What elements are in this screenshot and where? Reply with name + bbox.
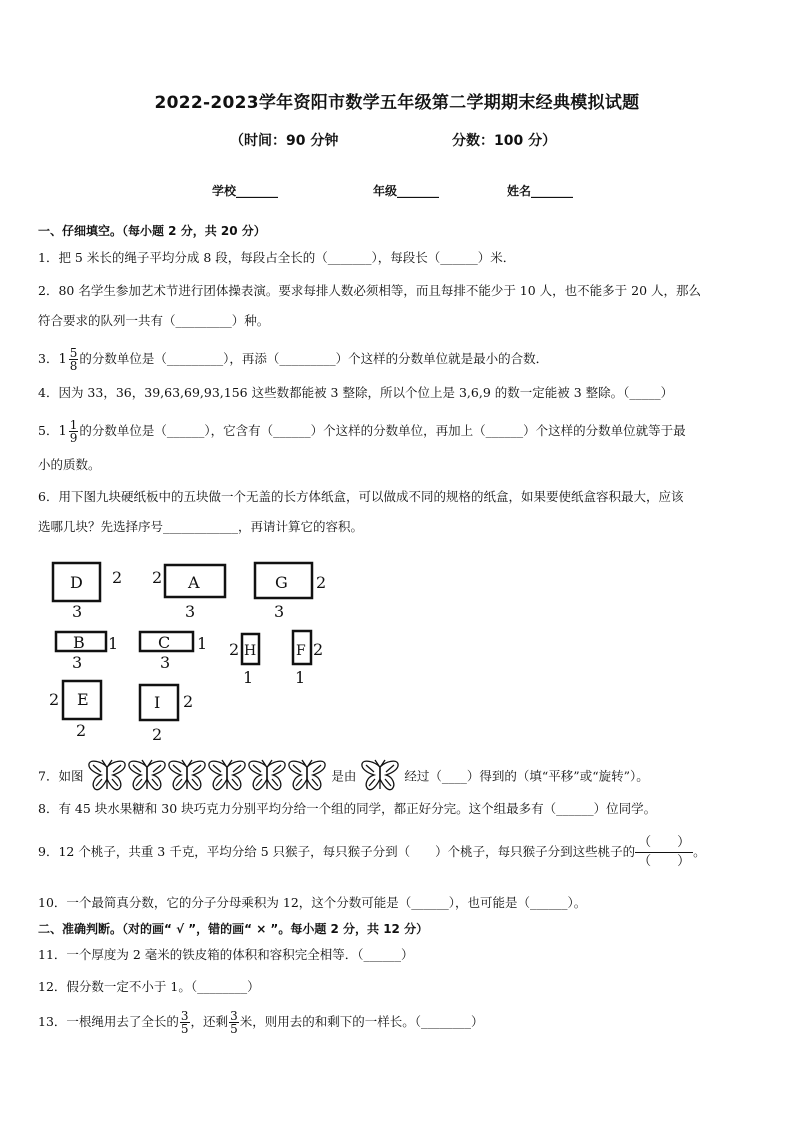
answer-fraction — [635, 834, 693, 871]
question-10: 10．一个最简真分数，它的分子分母乘积为 12，这个分数可能是（______），也可能是（______）。 — [38, 895, 587, 910]
q3-number: 3． — [38, 351, 59, 366]
denominator: 5 — [180, 1022, 189, 1036]
piece-g-height: 2 — [316, 573, 327, 592]
butterfly-original — [360, 759, 400, 795]
score-label: 分数：100 分） — [452, 133, 557, 149]
butterfly-icon — [127, 759, 167, 795]
section-2-heading: 二、准确判断。（对的画“ √ ”，错的画“ × ”。每小题 2 分，共 12 分） — [38, 922, 429, 936]
question-12: 12．假分数一定不小于 1。（________） — [38, 979, 260, 994]
q13-text: 13．一根绳用去了全长的 — [38, 1014, 179, 1029]
numerator: 1 — [69, 418, 78, 432]
piece-i-height: 2 — [183, 692, 194, 711]
denominator: 5 — [230, 1022, 238, 1036]
butterfly-icon — [167, 759, 207, 795]
piece-a-label: A — [188, 573, 200, 592]
numerator-blank: （ ） — [635, 834, 693, 853]
question-2-line1: 2．80 名学生参加艺术节进行团体操表演。要求每排人数必须相等，而且每排不能少于 10 人，也不能多于 20 人，那么 — [38, 283, 702, 298]
piece-c-height: 1 — [197, 634, 208, 653]
question-6-line2: 选哪几块？先选择序号____________，再请计算它的容积。 — [38, 519, 364, 534]
page-title: 2022-2023学年资阳市数学五年级第二学期期末经典模拟试题 — [154, 93, 640, 113]
butterfly-icon — [360, 759, 400, 795]
piece-e-width: 2 — [76, 721, 87, 740]
question-13 — [38, 1010, 483, 1035]
question-8: 8．有 45 块水果糖和 30 块巧克力分别平均分给一个组的同学，都正好分完。这个组最多有（______）位同学。 — [38, 801, 657, 816]
question-2-line2: 符合要求的队列一共有（_________）种。 — [38, 313, 270, 328]
question-5-line2: 小的质数。 — [38, 457, 101, 472]
piece-g-label: G — [275, 573, 288, 592]
mixed-fraction — [58, 419, 79, 444]
name-field: 姓名_______ — [507, 184, 574, 198]
q7-text-mid: 是由 — [331, 768, 357, 784]
time-label: （时间：90 分钟 — [230, 133, 339, 149]
whole-part: 1 — [58, 351, 67, 367]
piece-f-height: 2 — [313, 640, 324, 659]
question-5 — [38, 419, 686, 444]
section-1-heading: 一、仔细填空。（每小题 2 分，共 20 分） — [38, 224, 266, 238]
question-7 — [38, 759, 649, 795]
butterfly-icon — [87, 759, 127, 795]
question-11: 11．一个厚度为 2 毫米的铁皮箱的体积和容积完全相等．（______） — [38, 947, 414, 962]
butterfly-icon — [287, 759, 327, 795]
denominator: 8 — [69, 359, 78, 373]
piece-e-label: E — [77, 690, 89, 709]
numerator: 5 — [69, 346, 78, 360]
question-1: 1．把 5 米长的绳子平均分成 8 段，每段占全长的（_______），每段长（______）米． — [38, 250, 516, 265]
q5-number: 5． — [38, 423, 59, 438]
question-4: 4．因为 33，36，39,63,69,93,156 这些数都能被 3 整除，所以个位上是 3,6,9 的数一定能被 3 整除。（_____） — [38, 385, 674, 400]
piece-a-height: 2 — [152, 568, 163, 587]
butterfly-icon — [207, 759, 247, 795]
piece-h-label: H — [244, 643, 257, 659]
piece-a-width: 3 — [185, 602, 196, 621]
q9-text: 9．12 个桃子，共重 3 千克，平均分给 5 只猴子，每只猴子分到（ ）个桃子，每只猴子分到这些桃子的 — [38, 844, 636, 859]
piece-e-height: 2 — [49, 690, 60, 709]
q3-text: 的分数单位是（_________），再添（_________）个这样的分数单位就是最小的合数． — [79, 351, 549, 366]
q9-end: 。 — [693, 844, 706, 859]
fraction-used — [180, 1010, 190, 1035]
question-9 — [38, 834, 706, 871]
piece-b-label: B — [73, 633, 85, 652]
piece-c-width: 3 — [160, 653, 171, 672]
piece-f-width: 1 — [295, 668, 306, 687]
piece-b-width: 3 — [72, 653, 83, 672]
butterfly-sequence — [87, 759, 327, 795]
question-3 — [38, 347, 548, 372]
fraction-remaining — [229, 1010, 239, 1035]
q13-text-end: 米，则用去的和剩下的一样长。（________） — [239, 1014, 484, 1029]
school-field: 学校_______ — [212, 184, 279, 198]
denominator-blank: （ ） — [638, 854, 691, 869]
q7-number: 7．如图 — [38, 768, 84, 784]
piece-h-width: 1 — [243, 668, 254, 687]
piece-c-label: C — [158, 633, 171, 652]
q13-text-mid: ，还剩 — [190, 1014, 229, 1029]
q5-text: 的分数单位是（______），它含有（______）个这样的分数单位，再加上（______）个这样的分数单位就等于最 — [79, 423, 686, 438]
fraction — [69, 347, 79, 372]
question-6-line1: 6．用下图九块硬纸板中的五块做一个无盖的长方体纸盒，可以做成不同的规格的纸盒，如果要使纸盒容积最大，应该 — [38, 489, 684, 504]
numerator: 3 — [230, 1009, 238, 1023]
q7-text: 经过（____）得到的（填“平移”或“旋转”）。 — [404, 768, 649, 784]
piece-h-height: 2 — [229, 640, 240, 659]
cardboard-pieces-diagram — [40, 555, 340, 750]
piece-i-label: I — [154, 693, 161, 712]
piece-i-width: 2 — [152, 725, 163, 744]
piece-b-height: 1 — [108, 634, 119, 653]
piece-d-height: 2 — [112, 568, 123, 587]
piece-g-width: 3 — [274, 602, 285, 621]
grade-field: 年级_______ — [373, 184, 440, 198]
piece-d-width: 3 — [72, 602, 83, 621]
numerator: 3 — [180, 1009, 189, 1023]
butterfly-icon — [247, 759, 287, 795]
whole-part: 1 — [58, 423, 67, 439]
denominator: 9 — [69, 431, 78, 445]
mixed-fraction — [58, 347, 79, 372]
piece-d-label: D — [70, 573, 83, 592]
fraction — [69, 419, 79, 444]
piece-f-label: F — [296, 643, 306, 659]
